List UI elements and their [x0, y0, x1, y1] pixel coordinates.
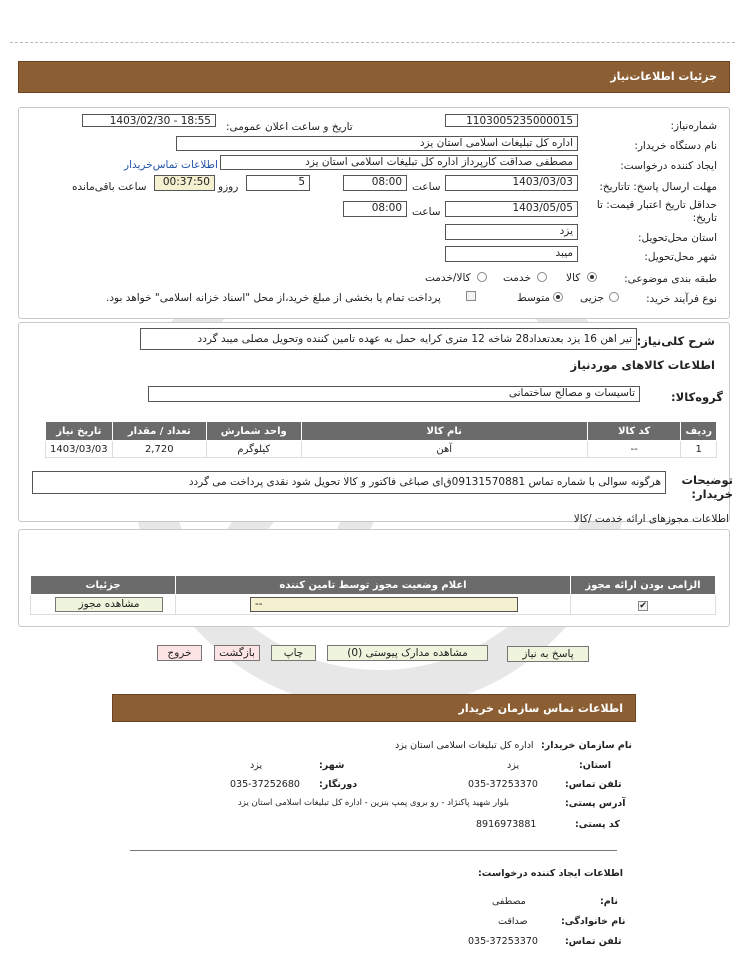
process-medium-radio[interactable] [553, 292, 563, 302]
validity-date-field: 1403/05/05 [445, 201, 578, 217]
cell-date: 1403/03/03 [46, 441, 113, 458]
announce-label: تاریخ و ساعت اعلان عمومی: [226, 121, 353, 133]
key-description-field: تیر اهن 16 یزد بعدتعداد28 شاخه 12 متری کرایه حمل به عهده تامین کننده وتحویل مصلی میبد گردد [140, 328, 637, 350]
cell-qty: 2,720 [112, 441, 206, 458]
requester-last-value: صداقت [498, 916, 528, 927]
validity-time-field: 08:00 [343, 201, 407, 217]
announce-field: 1403/02/30 - 18:55 [82, 114, 216, 127]
view-permit-button[interactable]: مشاهده مجوز [55, 597, 163, 612]
col-row: ردیف [681, 422, 717, 441]
requester-title: اطلاعات ایجاد کننده درخواست: [478, 868, 624, 879]
view-documents-button[interactable]: مشاهده مدارک پیوستی (0) [327, 645, 488, 661]
need-number-label: شماره‌نیاز: [670, 120, 717, 132]
key-description-label: شرح کلی‌نیاز: [636, 334, 715, 348]
days-field: 5 [246, 175, 310, 191]
buyer-notes-field: هرگونه سوالی با شماره تماس 09131570881ق‌ای صباغی فاکتور و کالا تحویل شود نقدی پرداخت می گردد [32, 471, 666, 494]
requester-first-label: نام: [600, 896, 618, 907]
page-title: جزئیات اطلاعات‌نیاز [610, 70, 717, 83]
province-label: استان محل‌تحویل: [637, 232, 717, 244]
org-address-value: بلوار شهید پاکنژاد - رو بروی پمپ بنزین - اداره کل تبلیغات اسلامی استان یزد [238, 798, 510, 808]
org-province-value: یزد [507, 760, 520, 771]
col-required: الزامی بودن ارائه مجوز [571, 576, 716, 595]
validity-time-label: ساعت [412, 206, 441, 218]
days-label: روزو [218, 181, 239, 193]
requester-phone-value: 035-37253370 [468, 936, 538, 947]
buyer-notes-label-2: خریدار: [691, 487, 733, 501]
org-postal-label: کد پستی: [575, 819, 620, 830]
deadline-date-field: 1403/03/03 [445, 175, 578, 191]
cell-name: آهن [301, 441, 587, 458]
cell-unit: کیلوگرم [206, 441, 301, 458]
treasury-payment-checkbox[interactable] [466, 291, 476, 301]
org-postal-value: 8916973881 [476, 819, 537, 830]
org-city-label: شهر: [319, 760, 345, 771]
org-name-value: اداره کل تبلیغات اسلامی استان یزد [395, 740, 534, 751]
goods-table [45, 421, 717, 458]
org-contact-title: اطلاعات تماس سازمان خریدار [458, 702, 623, 715]
process-medium-label: متوسط [517, 292, 550, 304]
table-row[interactable] [46, 441, 717, 458]
deadline-time-label: ساعت [412, 181, 441, 193]
category-goods-service-radio[interactable] [477, 272, 487, 282]
requester-phone-label: تلفن تماس: [565, 936, 622, 947]
print-button[interactable]: چاپ [271, 645, 316, 661]
org-province-label: استان: [579, 760, 611, 771]
category-label: طبقه بندی موضوعی: [624, 273, 717, 285]
need-number-field: 1103005235000015 [445, 114, 578, 127]
col-status: اعلام وضعیت مجوز توسط تامین کننده [176, 576, 571, 595]
col-name: نام کالا [301, 422, 587, 441]
col-qty: تعداد / مقدار [112, 422, 206, 441]
province-field: یزد [445, 224, 578, 240]
col-details: جزئیات [31, 576, 176, 595]
org-name-label: نام سازمان خریدار: [541, 740, 632, 751]
validity-label-2: تاریخ: [692, 212, 717, 224]
top-divider [10, 42, 735, 43]
validity-label: حداقل تاریخ اعتبار قیمت: تا [596, 199, 717, 211]
col-unit: واحد شمارش [206, 422, 301, 441]
goods-group-label: گروه‌کالا: [671, 390, 723, 404]
org-phone-label: تلفن تماس: [565, 779, 622, 790]
org-fax-value: 035-37252680 [230, 779, 300, 790]
goods-group-field: تاسیسات و مصالح ساختمانی [148, 386, 640, 402]
org-phone-value: 035-37253370 [468, 779, 538, 790]
requester-last-label: نام خانوادگی: [561, 916, 626, 927]
permit-status-field[interactable]: -- [250, 597, 518, 612]
remaining-time-field: 00:37:50 [154, 175, 215, 191]
city-label: شهر محل‌تحویل: [644, 251, 717, 263]
org-divider [130, 850, 617, 851]
remaining-label: ساعت باقی‌مانده [72, 181, 147, 193]
permits-title: اطلاعات مجوزهای ارائه خدمت /کالا [573, 513, 729, 525]
category-service-label: خدمت [503, 272, 531, 284]
cell-required [571, 595, 716, 615]
requester-first-value: مصطفی [492, 896, 526, 907]
process-partial-radio[interactable] [609, 292, 619, 302]
col-date: تاریخ نیاز [46, 422, 113, 441]
payment-note: پرداخت تمام یا بخشی از مبلغ خرید،از محل "اسناد خزانه اسلامی" خواهد بود. [106, 292, 441, 304]
org-fax-label: دورنگار: [319, 779, 358, 790]
org-contact-header [112, 694, 636, 722]
permit-required-checkbox[interactable]: ✔ [639, 601, 647, 611]
creator-label: ایجاد کننده درخواست: [620, 160, 717, 172]
org-address-label: آدرس پستی: [565, 798, 626, 809]
goods-table-header [46, 422, 717, 441]
category-goods-radio[interactable] [587, 272, 597, 282]
buyer-notes-label: توضیحات [681, 473, 733, 487]
process-partial-label: جزیی [580, 292, 604, 304]
deadline-label: مهلت ارسال پاسخ: تاتاریخ: [599, 181, 717, 193]
details-header [18, 61, 730, 93]
buyer-field: اداره کل تبلیغات اسلامی استان یزد [176, 136, 578, 151]
goods-info-title: اطلاعات کالاهای موردنیاز [570, 358, 715, 372]
category-goods-label: کالا [566, 272, 581, 284]
exit-button[interactable]: خروج [157, 645, 202, 661]
cell-code: -- [587, 441, 681, 458]
col-code: کد کالا [587, 422, 681, 441]
org-city-value: یزد [250, 760, 263, 771]
buyer-label: نام دستگاه خریدار: [634, 140, 717, 152]
back-button[interactable]: بازگشت [214, 645, 260, 661]
deadline-time-field: 08:00 [343, 175, 407, 191]
process-label: نوع فرآیند خرید: [646, 293, 717, 305]
buyer-contact-link[interactable]: اطلاعات تماس‌خریدار [124, 159, 218, 171]
cell-row: 1 [681, 441, 717, 458]
city-field: میبد [445, 246, 578, 262]
permits-table-header [31, 576, 716, 595]
reply-button[interactable]: پاسخ به نیاز [507, 646, 589, 662]
category-service-radio[interactable] [537, 272, 547, 282]
creator-field: مصطفی صداقت کارپرداز اداره کل تبلیغات اسلامی استان یزد [220, 155, 578, 170]
category-goods-service-label: کالا/خدمت [425, 272, 471, 284]
